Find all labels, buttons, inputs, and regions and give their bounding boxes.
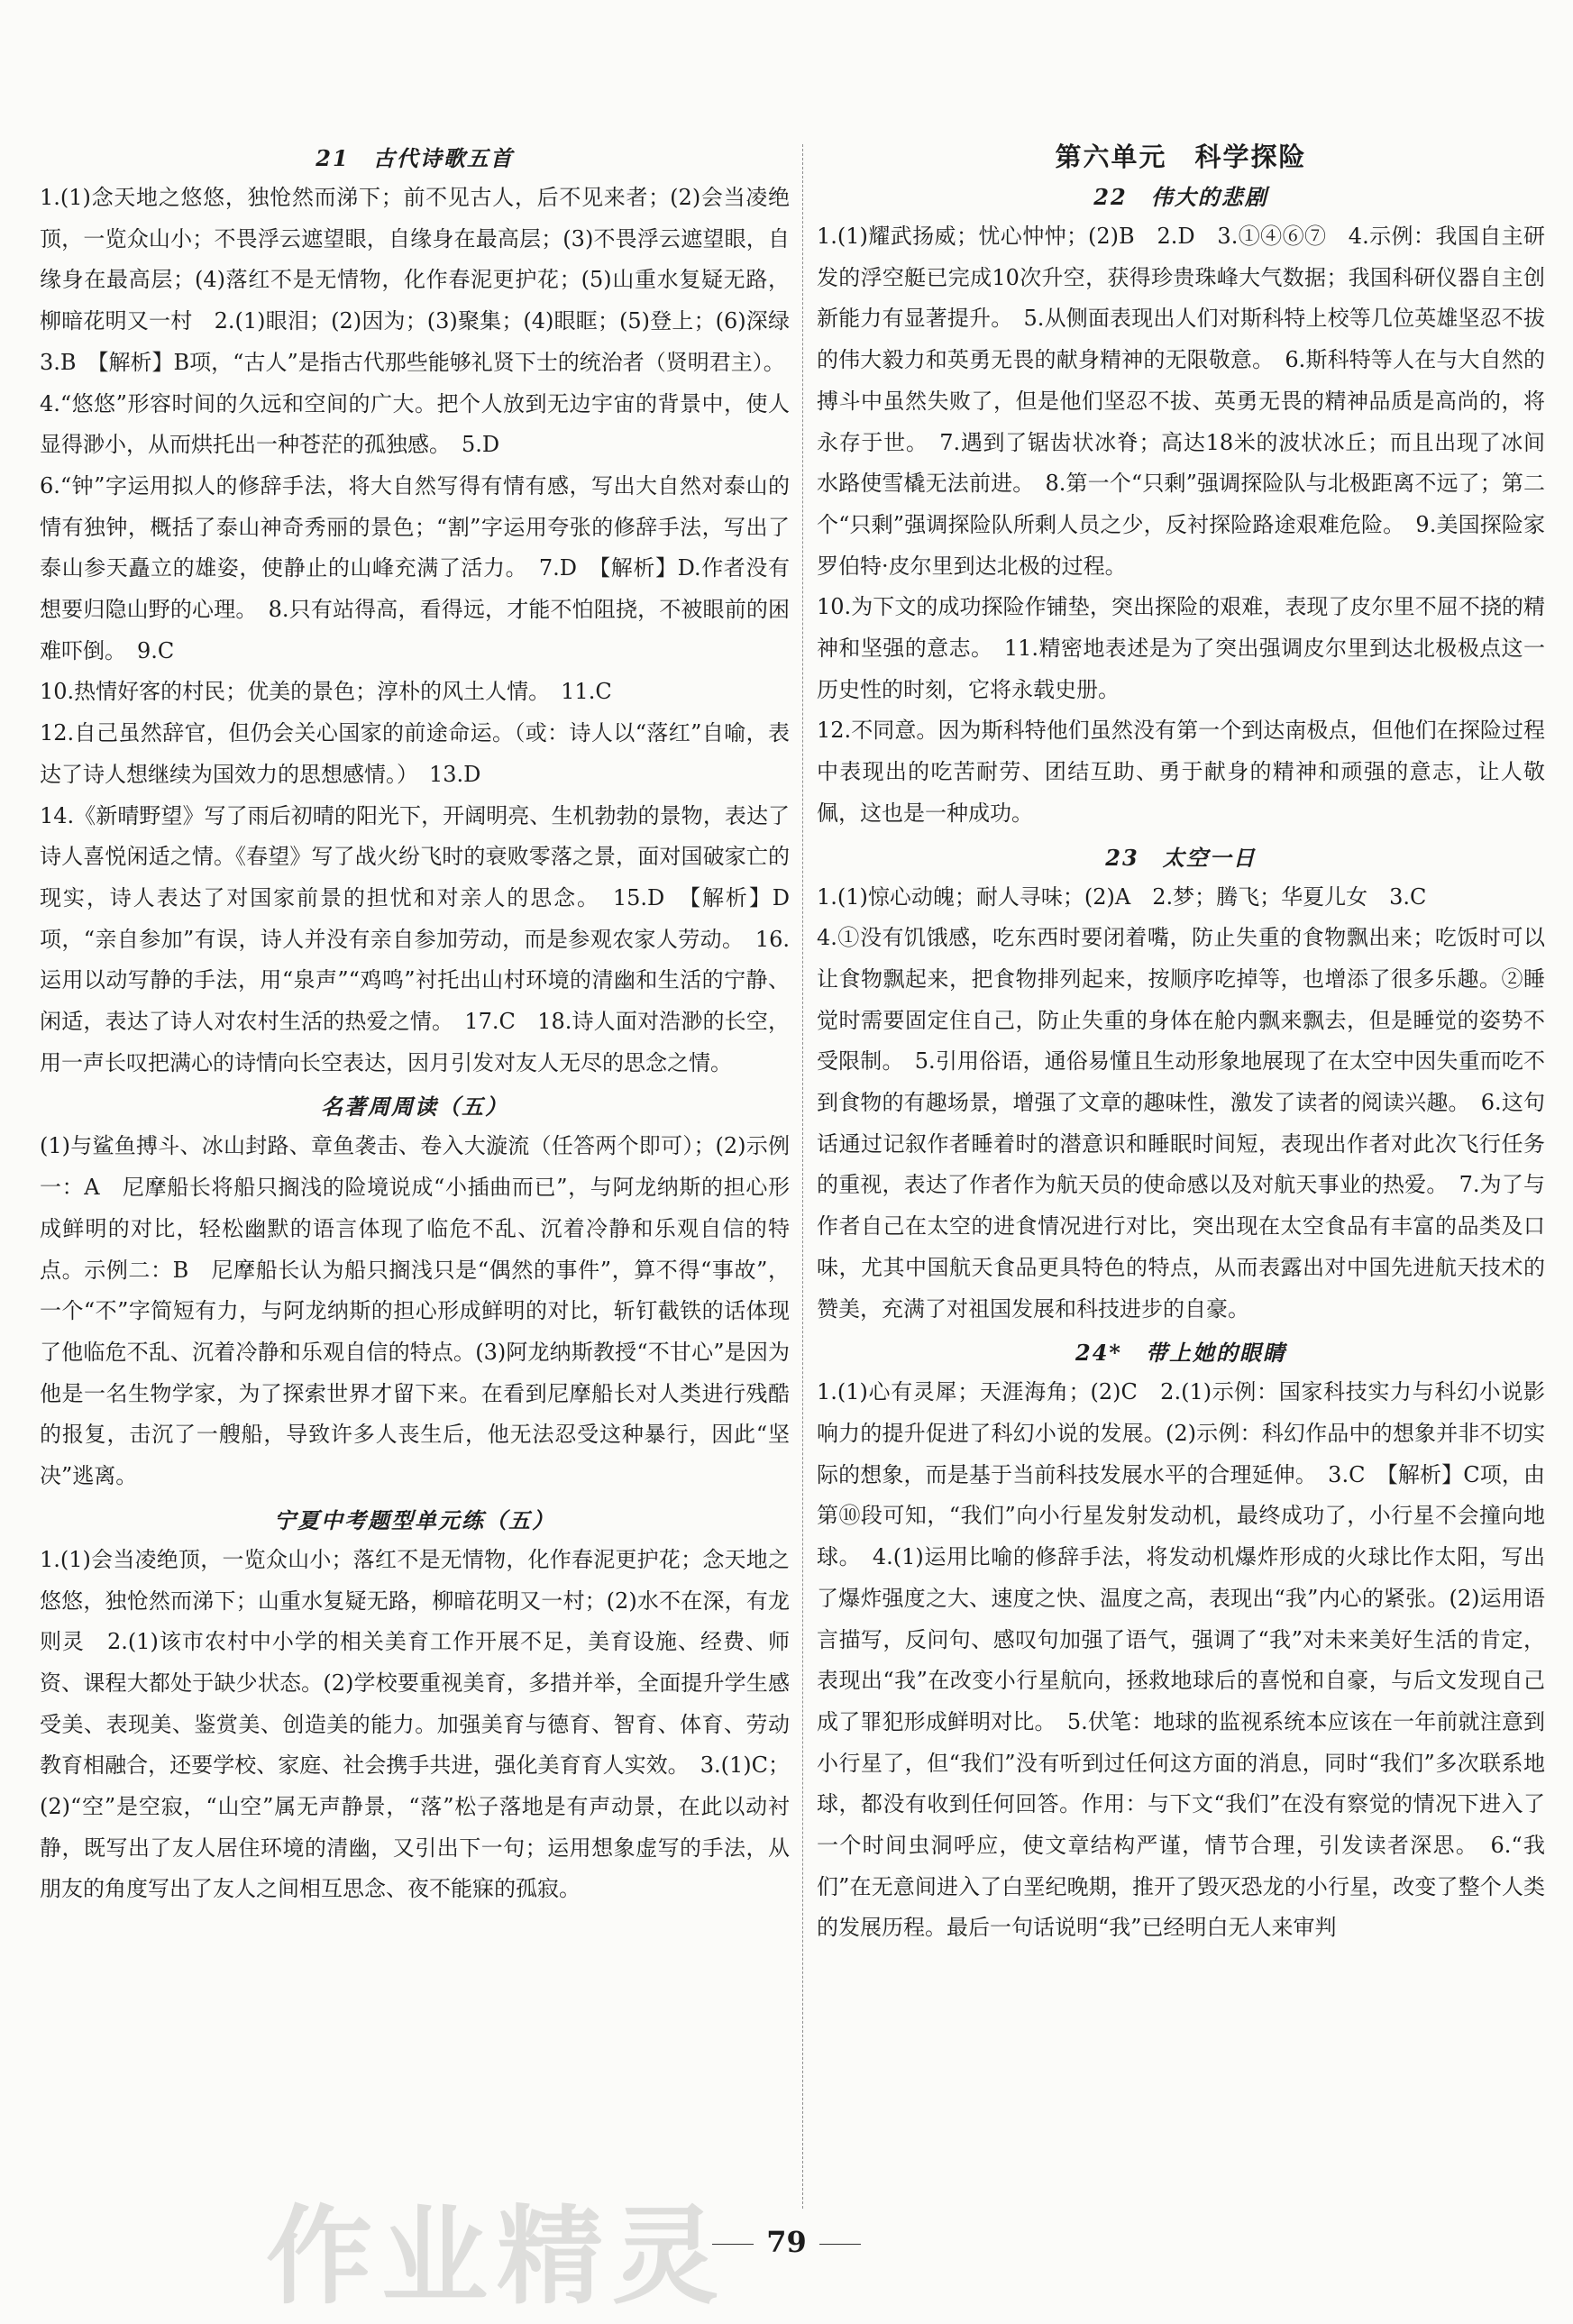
- column-divider: [802, 144, 803, 2209]
- section-24-title: 24* 带上她的眼睛: [1075, 1340, 1286, 1367]
- answer-paragraph: 1.(1)耀武扬威；忧心忡忡；(2)B 2.D 3.①④⑥⑦ 4.示例：我国自主研发的浮空艇已完成10次升空，获得珍贵珠峰大气数据；我国科研仪器自主创新能力有显著提升。 5.从侧面表现出人们对斯科特上校等几位英雄坚忍不拔的伟大毅力和英勇无畏的献身精神的无限敬意。 6.斯科特等人在与大自然的搏斗中虽然失败了，但是他们坚忍不拔、英勇无畏的精神品质是高尚的，将永存于世。 7.遇到了锯齿状冰脊；高达18米的波状冰丘；而且出现了冰间水路使雪橇无法前进。 8.第一个“只剩”强调探险队与北极距离不远了；第二个“只剩”强调探险队所剩人员之少，反衬探险路途艰难危险。 9.美国探险家罗伯特·皮尔里到达北极的过程。: [817, 224, 1545, 579]
- answer-paragraph: 1.(1)心有灵犀；天涯海角；(2)C 2.(1)示例：国家科技实力与科幻小说影响力的提升促进了科幻小说的发展。(2)示例：科幻作品中的想象并非不切实际的想象，而是基于当前科技发展水平的合理延伸。 3.C 【解析】C项，由第⑩段可知，“我们”向小行星发射发动机，最终成功了，小行星不会撞向地球。 4.(1)运用比喻的修辞手法，将发动机爆炸形成的火球比作太阳，写出了爆炸强度之大、速度之快、温度之高，表现出“我”内心的紧张。(2)运用语言描写，反问句、感叹句加强了语气，强调了“我”对未来美好生活的肯定，表现出“我”在改变小行星航向，拯救地球后的喜悦和自豪，与后文发现自己成了罪犯形成鲜明对比。 5.伏笔：地球的监视系统本应该在一年前就注意到小行星了，但“我们”没有听到过任何这方面的消息，同时“我们”多次联系地球，都没有收到任何回答。作用：与下文“我们”在没有察觉的情况下进入了一个时间虫洞呼应，使文章结构严谨，情节合理，引发读者深思。 6.“我们”在无意间进入了白垩纪晚期，推开了毁灭恐龙的小行星，改变了整个人类的发展历程。最后一句话说明“我”已经明白无人来审判: [817, 1379, 1545, 1941]
- answer-paragraph: 14.《新晴野望》写了雨后初晴的阳光下，开阔明亮、生机勃勃的景物，表达了诗人喜悦闲适之情。《春望》写了战火纷飞时的衰败零落之景，面对国破家亡的现实，诗人表达了对国家前景的担忧和对亲人的思念。 15.D 【解析】D项，“亲自参加”有误，诗人并没有亲自参加劳动，而是参观农家人劳动。 16.运用以动写静的手法，用“泉声”“鸡鸣”衬托出山村环境的清幽和生活的宁静、闲适，表达了诗人对农村生活的热爱之情。 17.C 18.诗人面对浩渺的长空，用一声长叹把满心的诗情向长空表达，因月引发对友人无尽的思念之情。: [40, 802, 790, 1075]
- page-number-value: 79: [766, 2225, 807, 2259]
- page-number: [0, 2225, 1573, 2259]
- answer-paragraph: 1.(1)会当凌绝顶，一览众山小；落红不是无情物，化作春泥更护花；念天地之悠悠，独怆然而涕下；山重水复疑无路，柳暗花明又一村；(2)水不在深，有龙则灵 2.(1)该市农村中小学的相关美育工作开展不足，美育设施、经费、师资、课程大都处于缺少状态。(2)学校要重视美育，多措并举，全面提升学生感受美、表现美、鉴赏美、创造美的能力。加强美育与德育、智育、体育、劳动教育相融合，还要学校、家庭、社会携手共进，强化美育育人实效。 3.(1)C；(2)“空”是空寂，“山空”属无声静景，“落”松子落地是有声动景，在此以动衬静，既写出了友人居住环境的清幽，又引出下一句；运用想象虚写的手法，从朋友的角度写出了友人之间相互思念、夜不能寐的孤寂。: [40, 1546, 790, 1902]
- left-column: [40, 135, 811, 1910]
- answer-paragraph: 10.热情好客的村民；优美的景色；淳朴的风土人情。 11.C: [40, 679, 612, 705]
- answer-paragraph: 12.自己虽然辞官，但仍会关心国家的前途命运。（或：诗人以“落红”自喻，表达了诗人想继续为国效力的思想感情。） 13.D: [40, 720, 790, 787]
- answer-paragraph: 12.不同意。因为斯科特他们虽然没有第一个到达南极点，但他们在探险过程中表现出的吃苦耐劳、团结互助、勇于献身的精神和顽强的意志，让人敬佩，这也是一种成功。: [817, 718, 1545, 826]
- reading-section-title: 名著周周读（五）: [321, 1093, 508, 1121]
- section-22-title: 22 伟大的悲剧: [1093, 184, 1268, 210]
- right-column: [817, 135, 1545, 1949]
- answer-paragraph: 6.“钟”字运用拟人的修辞手法，将大自然写得有情有感，写出大自然对泰山的情有独钟，概括了泰山神奇秀丽的景色；“割”字运用夸张的修辞手法，写出了泰山参天矗立的雄姿，使静止的山峰充满了活力。 7.D 【解析】D.作者没有想要归隐山野的心理。 8.只有站得高，看得远，才能不怕阻挠，不被眼前的困难吓倒。 9.C: [40, 472, 790, 663]
- answer-paragraph: (1)与鲨鱼搏斗、冰山封路、章鱼袭击、卷入大漩流（任答两个即可）；(2)示例一：A 尼摩船长将船只搁浅的险境说成“小插曲而已”，与阿龙纳斯的担心形成鲜明的对比，轻松幽默的语言体现了临危不乱、沉着冷静和乐观自信的特点。示例二：B 尼摩船长认为船只搁浅只是“偶然的事件”，算不得“事故”，一个“不”字简短有力，与阿龙纳斯的担心形成鲜明的对比，斩钉截铁的话体现了他临危不乱、沉着冷静和乐观自信的特点。(3)阿龙纳斯教授“不甘心”是因为他是一名生物学家，为了探索世界才留下来。在看到尼摩船长对人类进行残酷的报复，击沉了一艘船，导致许多人丧生后，他无法忍受这种暴行，因此“坚决”逃离。: [40, 1133, 790, 1489]
- unit-6-title: 第六单元 科学探险: [1055, 142, 1307, 172]
- answer-paragraph: 10.为下文的成功探险作铺垫，突出探险的艰难，表现了皮尔里不屈不挠的精神和坚强的意志。 11.精密地表述是为了突出强调皮尔里到达北极极点这一历史性的时刻，它将永载史册。: [817, 594, 1545, 702]
- answer-paragraph: 1.(1)念天地之悠悠，独怆然而涕下；前不见古人，后不见来者；(2)会当凌绝顶，一览众山小；不畏浮云遮望眼，自缘身在最高层；(3)不畏浮云遮望眼，自缘身在最高层；(4)落红不是无情物，化作春泥更护花；(5)山重水复疑无路，柳暗花明又一村 2.(1)眼泪；(2)因为；(3)聚集；(4)眼眶；(5)登上；(6)深绿 3.B 【解析】B项，“古人”是指古代那些能够礼贤下士的统治者（贤明君主）。: [40, 185, 811, 375]
- watermark: 作业精灵: [266, 2194, 728, 2319]
- ningxia-section-title: 宁夏中考题型单元练（五）: [274, 1506, 555, 1533]
- answer-paragraph: 4.“悠悠”形容时间的久远和空间的广大。把个人放到无边宇宙的背景中，使人显得渺小，从而烘托出一种苍茫的孤独感。 5.D: [40, 390, 790, 458]
- answer-paragraph: 4.①没有饥饿感，吃东西时要闭着嘴，防止失重的食物飘出来；吃饭时可以让食物飘起来，把食物排列起来，按顺序吃掉等，也增添了很多乐趣。②睡觉时需要固定住自己，防止失重的身体在舱内飘来飘去，但是睡觉的姿势不受限制。 5.引用俗语，通俗易懂且生动形象地展现了在太空中因失重而吃不到食物的有趣场景，增强了文章的趣味性，激发了读者的阅读兴趣。 6.这句话通过记叙作者睡着时的潜意识和睡眠时间短，表现出作者对此次飞行任务的重视，表达了作者作为航天员的使命感以及对航天事业的热爱。 7.为了与作者自己在太空的进食情况进行对比，突出现在太空食品有丰富的品类及口味，尤其中国航天食品更具特色的特点，从而表露出对中国先进航天技术的赞美，充满了对祖国发展和科技进步的自豪。: [817, 925, 1545, 1322]
- section-23-title: 23 太空一日: [1105, 844, 1257, 871]
- section-21-title: 21 古代诗歌五首: [316, 145, 514, 171]
- answer-paragraph: 1.(1)惊心动魄；耐人寻味；(2)A 2.梦；腾飞；华夏儿女 3.C: [817, 883, 1427, 910]
- page-number-dash: [819, 2244, 861, 2245]
